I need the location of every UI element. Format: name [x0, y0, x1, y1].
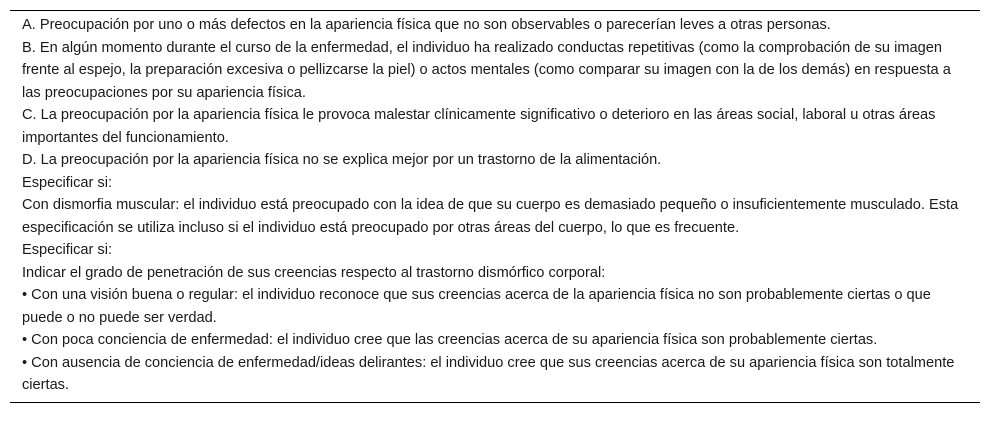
insight-absent: • Con ausencia de conciencia de enfermedad/ideas delirantes: el individuo cree que sus creencias acerca de su apariencia física son totalmente ciertas. [22, 354, 955, 393]
criterion-d: D. La preocupación por la apariencia física no se explica mejor por un trastorno de la alimentación. [22, 152, 662, 168]
insight-poor: • Con poca conciencia de enfermedad: el individuo cree que las creencias acerca de su apariencia física son probablemente ciertas. [22, 332, 878, 348]
specifier-heading-1: Especificar si: [22, 174, 113, 191]
insight-good: • Con una visión buena o regular: el individuo reconoce que sus creencias acerca de la apariencia física no son probablemente ciertas o que puede o no puede ser verdad. [22, 287, 931, 326]
criterion-c: C. La preocupación por la apariencia física le provoca malestar clínicamente significativo o deterioro en las áreas social, laboral u otras áreas importantes del funcionamiento. [22, 107, 936, 146]
criterion-b: B. En algún momento durante el curso de la enfermedad, el individuo ha realizado conductas repetitivas (como la comprobación de su imagen frente al espejo, la preparación excesiva o pellizcarse la piel) o actos mentales (como comparar su imagen con la de los demás) en respuesta a las preocupaciones por su apariencia física. [22, 39, 951, 101]
criterion-a: A. Preocupación por uno o más defectos en la apariencia física que no son observables o parecerían leves a otras personas. [22, 17, 831, 33]
specifier-heading-2: Especificar si: [22, 242, 113, 258]
insight-intro: Indicar el grado de penetración de sus creencias respecto al trastorno dismórfico corporal: [22, 264, 606, 281]
specifier-muscle-dysmorphia: Con dismorfia muscular: el individuo está preocupado con la idea de que su cuerpo es demasiado pequeño o insuficientemente musculado. Esta especificación se utiliza incluso si el individuo está preocupado por otras áreas del cuerpo, lo que es frecuente. [22, 197, 959, 236]
criteria-table [10, 10, 980, 403]
